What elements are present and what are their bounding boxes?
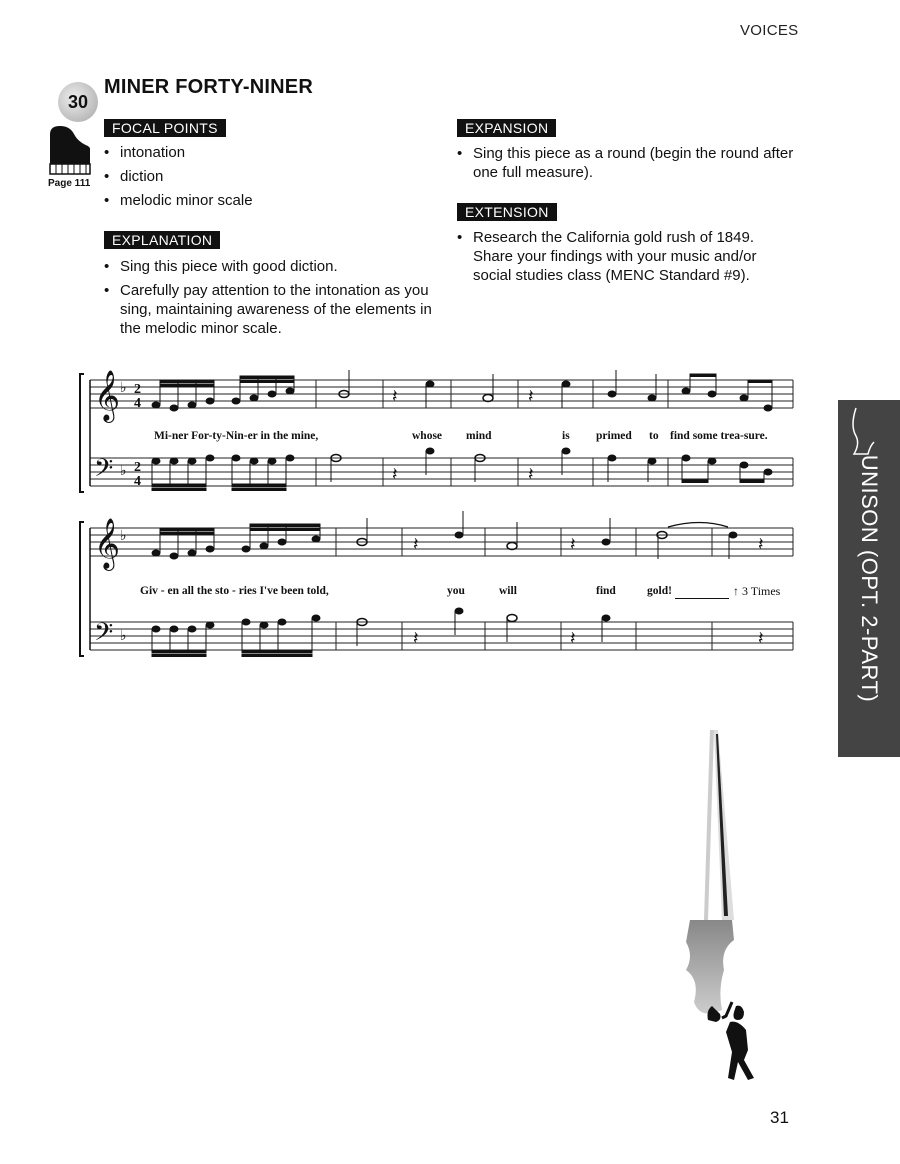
music-score: [0, 360, 830, 660]
lyric: whose: [412, 430, 443, 442]
piano-icon: [48, 124, 92, 176]
lyric: to: [649, 430, 659, 442]
conductor-illustration: [660, 720, 780, 1090]
list-item: • intonation: [104, 143, 424, 162]
lyric: primed: [596, 430, 632, 442]
svg-text:𝄽: 𝄽: [413, 628, 419, 649]
extender-line: [675, 598, 729, 599]
svg-text:𝄽: 𝄽: [758, 534, 764, 555]
explanation-list: [104, 257, 434, 343]
section-header: VOICES: [740, 22, 799, 39]
song-number-badge: 30: [58, 82, 98, 122]
expansion-list: [457, 144, 797, 187]
side-tab-label: UNISON (OPT. 2-PART): [857, 454, 882, 703]
list-item: • Carefully pay attention to the intonation as you sing, maintaining awareness of the elements in the melodic minor scale.: [104, 281, 434, 338]
svg-text:𝄽: 𝄽: [528, 464, 534, 485]
svg-text:𝄽: 𝄽: [758, 628, 764, 649]
svg-text:𝄽: 𝄽: [392, 464, 398, 485]
bass-clef-icon: 𝄢: [94, 454, 114, 489]
explanation-label: EXPLANATION: [104, 231, 220, 249]
lyric: find some trea-sure.: [670, 430, 768, 442]
flat-icon: ♭: [120, 463, 127, 479]
svg-text:𝄽: 𝄽: [570, 628, 576, 649]
bass-staff-2: [90, 622, 793, 650]
list-item: • diction: [104, 167, 424, 186]
bass-clef-icon: 𝄢: [94, 618, 114, 653]
list-item: • Sing this piece as a round (begin the round after one full measure).: [457, 144, 797, 182]
treble-clef-icon: 𝄞: [94, 370, 121, 421]
lyric: Mi-ner For-ty-Nin-er in the mine,: [154, 430, 319, 442]
extension-label: EXTENSION: [457, 203, 557, 221]
svg-text:𝄽: 𝄽: [570, 534, 576, 555]
svg-text:𝄽: 𝄽: [528, 386, 534, 407]
svg-text:2: 2: [134, 382, 141, 397]
repeat-marking: ↑ 3 Times: [733, 584, 781, 598]
extension-list: [457, 228, 797, 290]
svg-text:𝄽: 𝄽: [413, 534, 419, 555]
svg-text:2: 2: [134, 460, 141, 475]
page-reference: Page 111: [48, 178, 91, 189]
lyric: will: [499, 585, 517, 597]
focal-points-label: FOCAL POINTS: [104, 119, 226, 137]
lyric: find: [596, 585, 616, 597]
flat-icon: ♭: [120, 528, 127, 544]
page-number: 31: [770, 1108, 789, 1127]
list-item: • Sing this piece with good diction.: [104, 257, 434, 276]
svg-text:4: 4: [134, 474, 141, 489]
lyric: is: [562, 430, 570, 442]
lyric: mind: [466, 430, 492, 442]
expansion-label: EXPANSION: [457, 119, 556, 137]
list-item: • Research the California gold rush of 1849. Share your findings with your music and/or social studies class (MENC Standard #9).: [457, 228, 797, 285]
focal-points-list: [104, 143, 424, 215]
svg-text:𝄽: 𝄽: [392, 386, 398, 407]
flat-icon: ♭: [120, 628, 127, 644]
lyric: you: [447, 585, 465, 597]
lyric: gold!: [647, 585, 672, 597]
svg-text:4: 4: [134, 396, 141, 411]
lyric: Giv - en all the sto - ries I've been told,: [140, 585, 329, 597]
song-title: MINER FORTY-NINER: [104, 76, 313, 98]
flat-icon: ♭: [120, 380, 127, 396]
treble-clef-icon: 𝄞: [94, 518, 121, 569]
list-item: • melodic minor scale: [104, 191, 424, 210]
side-tab: [838, 400, 900, 757]
